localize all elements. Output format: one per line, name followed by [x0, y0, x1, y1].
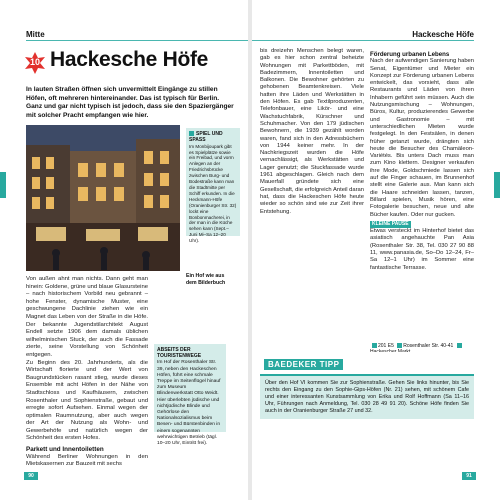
photo-caption: Ein Hof wie aus dem Bilderbuch — [186, 273, 226, 286]
side-tab-right — [494, 172, 500, 198]
body-paragraph-1: Von außen ahnt man nichts. Dann geht man hinein: Goldene, grüne und blaue Glasursteine – nach historischem Vorbild neu gebrannt – hohe Fenster, dynamische Muster, eine geschwungene Dachlinie ziehen wie ein Magnet das Leben von der Straße in die Höfe. Der bekannte Jugendstilarchitekt August Endell setzte 1906 dem damals üblichen wilhelminischen Stuck, der auch die Fassade zierte, seine Vorstellung von Schönheit entgegen. — [26, 276, 148, 358]
left-body-column — [26, 276, 148, 469]
subhead-parkett: Parkett und Innentoiletten — [26, 446, 104, 454]
spiel-und-spass-box — [186, 128, 240, 244]
tipp-label: BAEDEKER TIPP — [264, 359, 343, 370]
abseits-touristenwege-box — [154, 344, 226, 447]
tipp-text: Über den Hof VI kommen Sie zur Sophienstraße. Gehen Sie links hinunter, bis Sie rechts den Eingang zu den Sophie-Gips-Höfen (Nr. 21) sehen, mit schönem Cafe und einer interessanten Kunstsammlung von Erika und Rolf Hoffmann (Sa 11–16 Uhr, Führungen nach Anmeldung, Tel. 030 28 49 91 20). Schöne Höfe finden Sie auch in der Oranienburger Straße 27 und 32. — [265, 380, 469, 414]
page-number-left: 90 — [24, 472, 38, 480]
address-icon — [397, 343, 402, 348]
info-address: Rosenthaler Str. 40-41 — [403, 343, 454, 349]
top-ten-badge-icon — [24, 52, 46, 74]
spiel-box-head — [189, 131, 237, 144]
page-title: Hackesche Höfe — [50, 48, 209, 71]
courtyard-photo — [26, 125, 180, 271]
col2-paragraph: Nach der aufwendigen Sanierung haben Senat, Eigentümer und Mieter ein Konzept zur Förderung urbanen Lebens entwickelt, das vorsieht, dass alle Restaurants und Läden von ihren Inhabern geführt sein müssen. Auch die Nutzungsmischung – Wohnungen, Büros, Kultur, produzierendes Gewerbe und Gastronomie – mit unterschiedlichen Mieten wurde festgelegt. In den Festsälen, in denen früher getanzt wurde, drängten sich heute die Besucher des Chamäleon-Variétés. Bis unters Dach muss man zum Kino klettern. Designer verkaufen ihre Mode, Goldschmiede lassen sich auf die Finger schauen, im Brunnenhof stellt eine Galerie aus. Man kann sich die Haare schneiden lassen, tanzen, Billard spielen, Musik hören, eine Fotogalerie besuchen, neue und alte Bücher kaufen. Oder nur gucken. — [370, 58, 474, 218]
map-icon — [372, 343, 377, 348]
baedeker-tipp-box — [260, 352, 474, 419]
kleine-pause-tag: KLEINE PAUSE — [372, 220, 409, 227]
side-tab-left — [0, 172, 6, 198]
spiel-box-title: SPIEL UND SPASS — [189, 130, 223, 143]
right-body-column-1: bis dreizehn Menschen belegt waren, gab es hier schon zentral beheizte Wohnungen mit Parkettböden, mit Badezimmern, Innentoiletten und Balkonen. Die Bewohner gehörten zu gehobenen Beamtenkreisen. Viele hatten ihre Läden und Werkstätten in den Höfen. Es gab Textilproduzenten, Telefonbauer, eine Likör- und eine Wachstuchfabrik, Kürschner und Schuhmacher. Von den 179 jüdischen Bewohnern, die 1939 gezählt worden waren, fand sich in den Adressbüchern von 1944 keiner mehr. In der Nachkriegszeit wurden die Höfe vernachlässigt, als Werkstätten und Lager genutzt; die Stuckfassade wurde 1961 abgeschlagen. Gleich nach dem Mauerfall gründete sich eine Gesellschaft, die erfolgreich Anteil daran hat, dass die Hackeschen Höfe heute wieder so schön sind wie zur Zeit ihrer Entstehung. — [260, 48, 364, 215]
spiel-box-text: Im Monbijoupark gibt es Spielplätze sowie ein Freibad, und vorm Anlegen an der Friedrichsbrücke zwischen Burg- und Bodestraße kann man die Stadtmitte per Schiff erkunden. In die Heckmann-Höfe (Oranienburger Str. 32) lockt eine Bonbonmacherei, in der man in die Küche sehen kann (Sept.–Juni Mi–Sa 12–20 Uhr). — [189, 143, 237, 244]
pause-paragraph: Etwas versteckt im Hinterhof bietet das asiatisch angehauchte Pan Asia (Rosenthaler Str. 38, Tel. 030 27 90 88 11, www.panasia.de, So–Do 12–24, Fr–Sa 12–1 Uhr) im Sommer eine fantastische Terrasse. — [370, 228, 474, 271]
play-icon — [189, 131, 194, 136]
left-page — [0, 0, 248, 500]
header-rule-right — [252, 40, 474, 41]
tour-box-text: Im Hof der Rosenthaler Str. 39, neben den Hackeschen Höfen, führt eine schmale Treppe im Seitenflügel hinauf zum Museum Blindenwerkstatt Otto Weidt. Hier überlebten jüdische und nichtjüdische Blinde und Gehörlose den Nationalsozialismus beim Besen- und Bürstenbinden in einem sogenannten wehrwichtigen Betrieb (tägl. 10–20 Uhr, Eintritt frei). — [157, 360, 221, 447]
body-paragraph-2: Zu Beginn des 20. Jahrhunderts, als die Wirtschaft florierte und der Wert von Baugrundstücken rasant stieg, wurde dieses Ensemble mit acht Höfen in der Nähe von Stadtschloss und Kaufhäusern, zwischen Rosenthaler und Sophienstraße, gebaut und erregte sofort Aufsehen. Einmal wegen der optimalen Raumnutzung, aber auch wegen der Art der Nutzung als Wohn- und Gewerbehöfe und natürlich wegen der Schönheit des ersten Hofes. — [26, 359, 148, 442]
tour-box-title: ABSEITS DER TOURISTENWEGE — [157, 347, 202, 360]
right-page — [252, 0, 500, 500]
badge-number: 10 — [29, 57, 40, 67]
header-rule-left — [26, 40, 248, 41]
tipp-header — [260, 352, 474, 376]
lead-paragraph: In lauten Straßen öffnen sich unvermittelt Eingänge zu stillen Höfen, oft mehreren hintereinander. Das ist typisch für Berlin. Ganz und gar nicht typisch ist jedoch, dass sie den Spaziergänger mit solcher Pracht empfangen wie hier. — [26, 86, 234, 119]
right-body-column-2 — [370, 48, 474, 272]
running-head-right: Hackesche Höfe — [412, 30, 474, 39]
body-paragraph-3: Während Berliner Wohnungen in den Mietskasernen zur Bauzeit mit sechs — [26, 453, 148, 468]
subhead-foerderung: Förderung urbanen Lebens — [370, 51, 450, 58]
info-route: 201 E5 — [378, 343, 394, 349]
sbahn-icon — [457, 343, 462, 348]
running-head-left: Mitte — [26, 30, 45, 39]
page-number-right: 91 — [462, 472, 476, 480]
